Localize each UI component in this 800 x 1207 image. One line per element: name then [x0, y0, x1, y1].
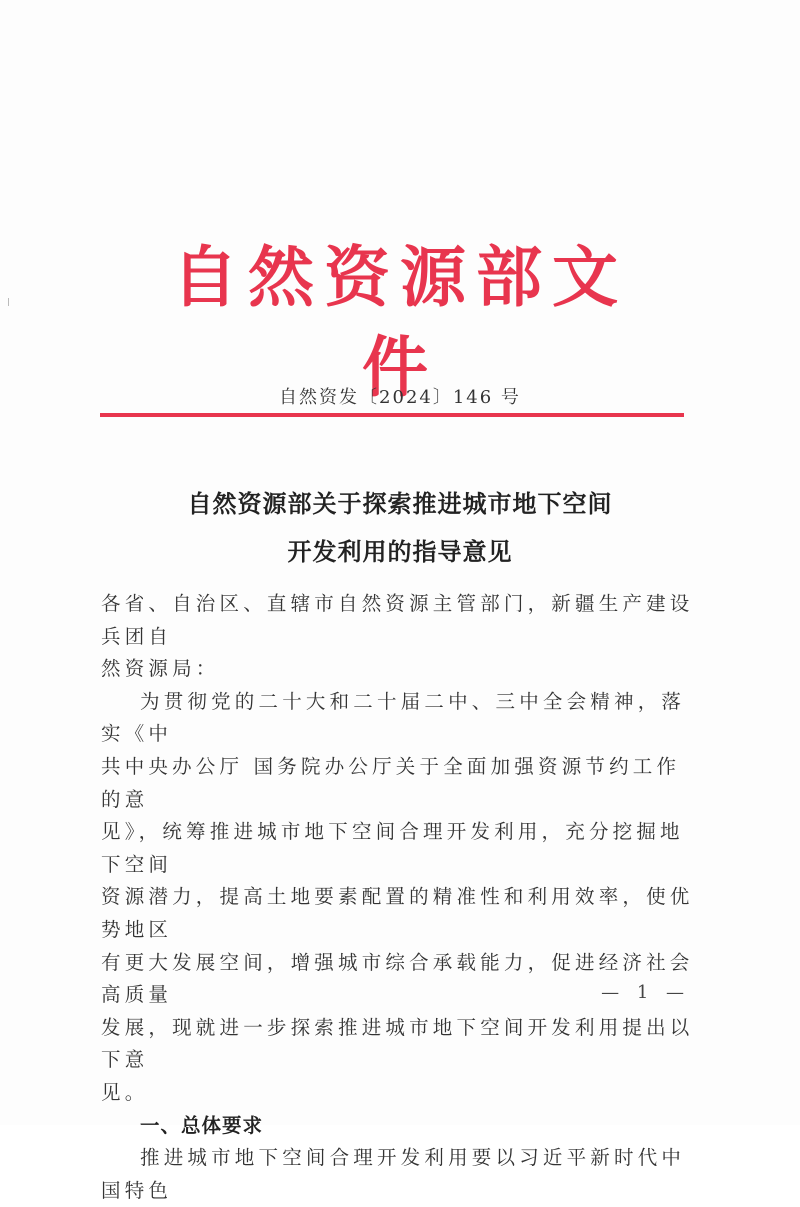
- red-divider-line: [100, 413, 684, 417]
- masthead-title: 自然资源部文件: [172, 238, 628, 406]
- scan-mark: [8, 298, 9, 306]
- section-body-line: 推进城市地下空间合理开发利用要以习近平新时代中国特色: [101, 1146, 686, 1202]
- paragraph-line: 有更大发展空间，增强城市综合承载能力，促进经济社会高质量: [101, 950, 694, 1007]
- addressee-line-1: 各省、自治区、直辖市自然资源主管部门，新疆生产建设兵团自: [101, 592, 694, 648]
- addressee-line-2: 然资源局：: [101, 657, 220, 681]
- paragraph-line: 发展，现就进一步探索推进城市地下空间开发利用提出以下意: [101, 1015, 694, 1072]
- paragraph-line: 共中央办公厅 国务院办公厅关于全面加强资源节约工作的意: [101, 754, 681, 811]
- paragraph-line: 见。: [101, 1080, 149, 1104]
- section-heading: 一、总体要求: [140, 1113, 264, 1137]
- document-title: [100, 480, 700, 576]
- paragraph-line: 见》，统筹推进城市地下空间合理开发利用，充分挖掘地下空间: [101, 820, 684, 876]
- document-body: [101, 588, 701, 1207]
- paragraph-line: 资源潜力，提高土地要素配置的精准性和利用效率，使优势地区: [101, 885, 694, 941]
- title-line-2: 开发利用的指导意见: [287, 537, 513, 566]
- title-line-1: 自然资源部关于探索推进城市地下空间: [187, 489, 613, 518]
- page-number: — 1 —: [601, 982, 690, 1003]
- paragraph-line: 为贯彻党的二十大和二十届二中、三中全会精神，落实《中: [101, 689, 686, 746]
- document-number: 自然资发〔2024〕146 号: [279, 387, 521, 408]
